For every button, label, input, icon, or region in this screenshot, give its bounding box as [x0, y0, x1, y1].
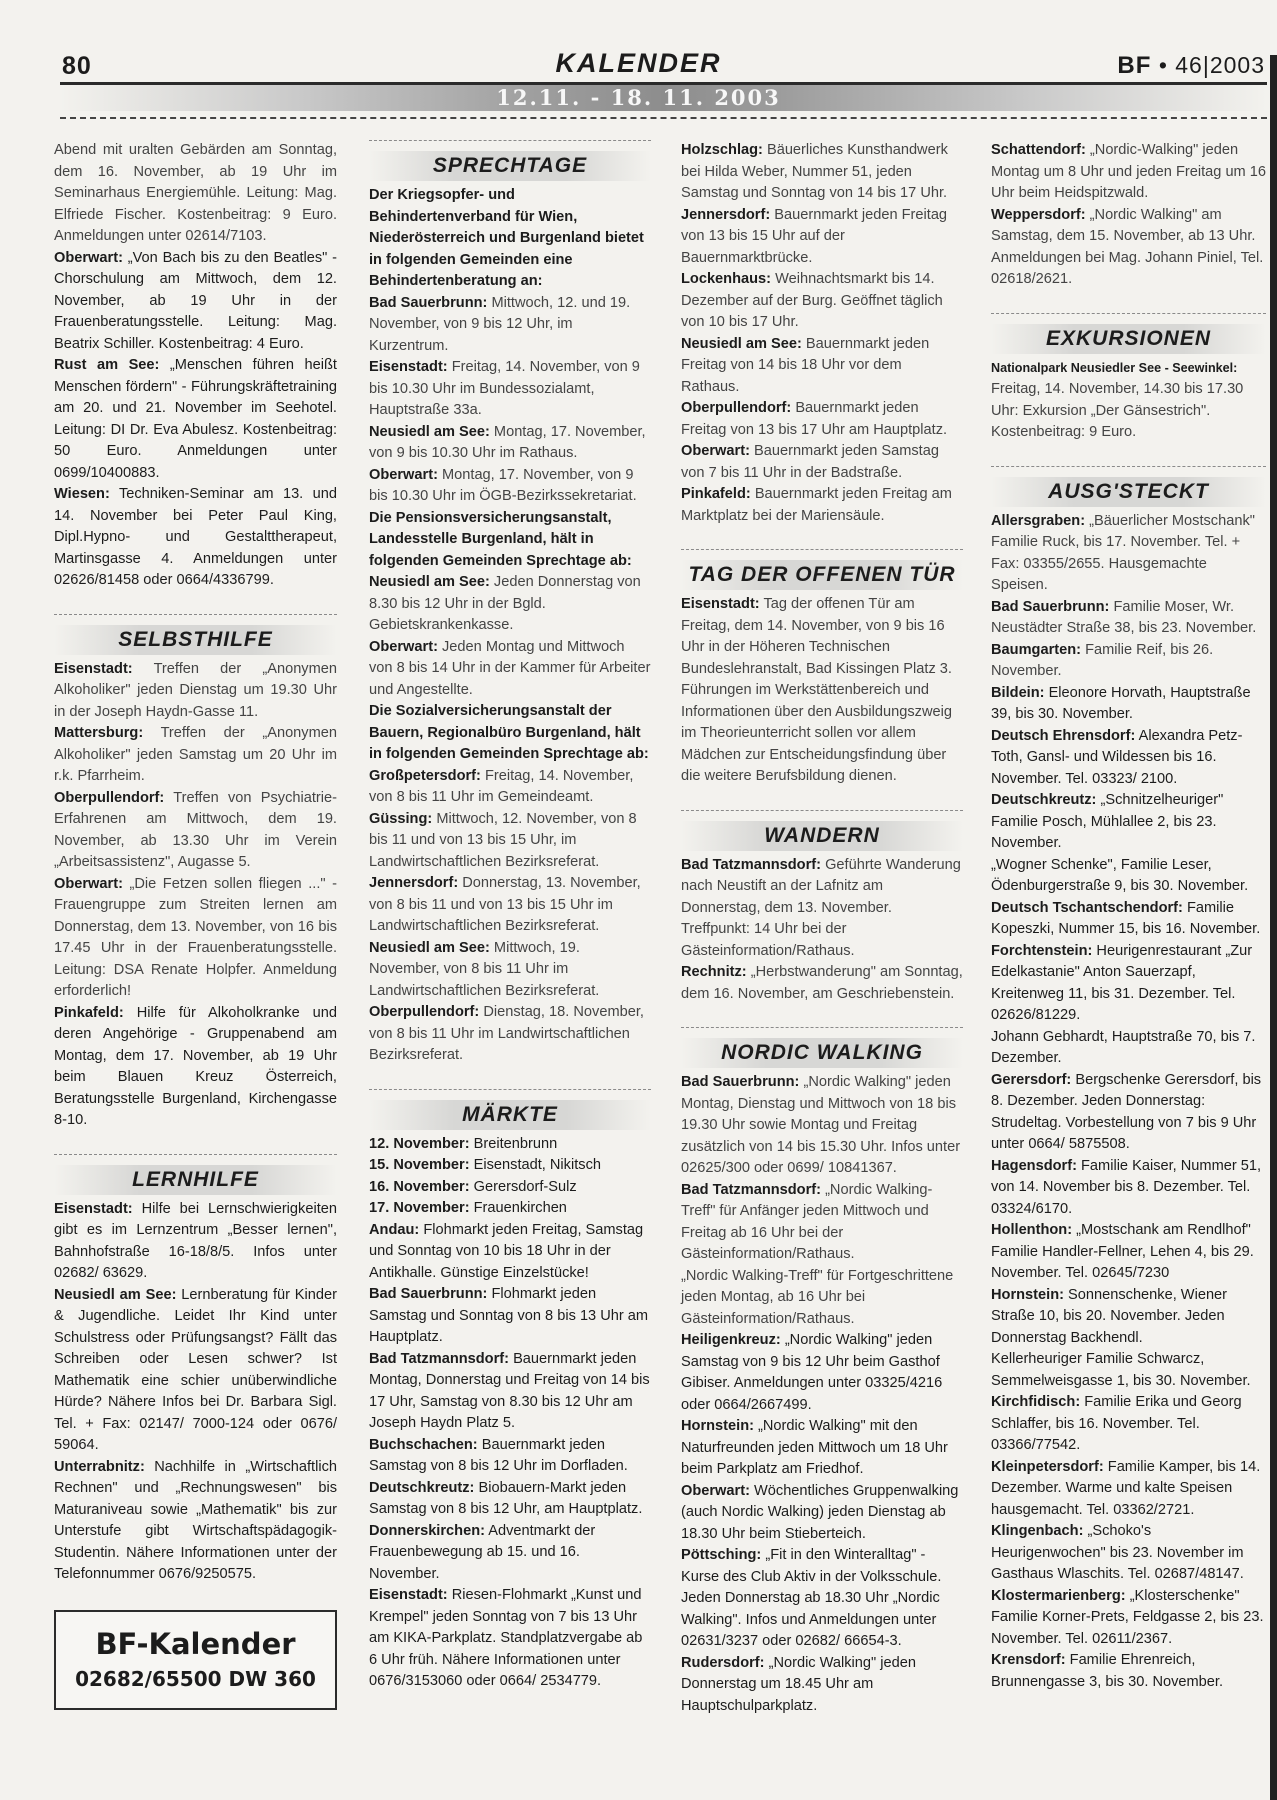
event-entry: 17. November: Frauenkirchen	[369, 1200, 567, 1216]
event-entry: Oberpullendorf: Treffen von Psychiatrie-Erfahrenen am Mittwoch, dem 19. November, ab 13.30 Uhr im Verein „Arbeitsassistenz", Augasse 5.	[54, 789, 337, 870]
event-entry: Deutschkreutz: „Schnitzelheuriger" Familie Posch, Mühlallee 2, bis 23. November.	[991, 792, 1224, 851]
entry-location: Bad Sauerbrunn:	[369, 1286, 488, 1302]
entry-location: Jennersdorf:	[681, 206, 771, 223]
event-entry: Eisenstadt: Riesen-Flohmarkt „Kunst und Krempel" jeden Sonntag von 7 bis 13 Uhr am KIKA-Parkplatz. Standplatzvergabe ab 6 Uhr früh. Nähere Informationen unter 0676/3153060 oder 0664/ 2534779.	[369, 1587, 643, 1689]
column-4	[991, 140, 1266, 1693]
event-entry: Hagensdorf: Familie Kaiser, Nummer 51, von 14. November bis 8. Dezember. Tel. 03324/6170.	[991, 1157, 1262, 1217]
entry-location: Oberpullendorf:	[681, 400, 792, 416]
entry-location: Bad Sauerbrunn:	[369, 294, 488, 311]
entry-location: Oberwart:	[369, 638, 438, 655]
event-entry: Rust am See: „Menschen führen heißt Menschen fördern" - Führungskräftetraining am 20. und 21. November im Seehotel. Leitung: DI Dr. Eva Abulesz. Kostenbeitrag: 50 Euro. Anmeldungen unter 0699/10400883.	[54, 357, 337, 481]
section-lernhilfe	[54, 1154, 337, 1195]
entry-location: Pöttsching:	[681, 1547, 762, 1563]
entry-location: Kirchfidisch:	[991, 1394, 1081, 1410]
entry-location: Andau:	[369, 1221, 420, 1238]
page-title: KALENDER	[555, 48, 722, 78]
section-title: SELBSTHILFE	[54, 625, 337, 655]
section-ausgsteckt	[991, 466, 1266, 507]
event-entry: Andau: Flohmarkt jeden Freitag, Samstag und Sonntag von 10 bis 18 Uhr in der Antikhalle. Günstige Einzelstücke!	[369, 1221, 644, 1281]
event-entry: Neusiedl am See: Montag, 17. November, von 9 bis 10.30 Uhr im Rathaus.	[369, 423, 646, 461]
entry-location: Bad Tatzmannsdorf:	[681, 856, 821, 873]
entry-location: Oberpullendorf:	[54, 789, 165, 806]
event-entry: 12. November: Breitenbrunn	[369, 1135, 558, 1152]
section-nordic-walking	[681, 1027, 963, 1068]
entry-location: Kleinpetersdorf:	[991, 1458, 1104, 1475]
entry-location: Oberwart:	[681, 443, 750, 459]
entry-location: Heiligenkreuz:	[681, 1332, 781, 1348]
event-entry: Oberwart: Montag, 17. November, von 9 bis 10.30 Uhr im ÖGB-Bezirkssekretariat.	[369, 466, 637, 504]
section-title: WANDERN	[681, 821, 963, 851]
entry-location: Bildein:	[991, 684, 1045, 701]
column-2	[369, 140, 651, 1693]
event-entry: Bad Tatzmannsdorf: Geführte Wanderung nach Neustift an der Lafnitz am Donnerstag, dem 13. November. Treffpunkt: 14 Uhr bei der Gästeinformation/Rathaus.	[681, 856, 961, 959]
entry-location: Oberwart:	[681, 1482, 750, 1499]
event-entry: Kellerheuriger Familie Schwarcz, Semmelweisgasse 1, bis 30. November.	[991, 1351, 1251, 1389]
event-entry: Deutschkreutz: Biobauern-Markt jeden Samstag von 8 bis 12 Uhr, am Hauptplatz.	[369, 1479, 643, 1517]
event-entry: Oberpullendorf: Bauernmarkt jeden Freitag von 13 bis 17 Uhr am Hauptplatz.	[681, 400, 948, 438]
event-entry: Heiligenkreuz: „Nordic Walking" jeden Samstag von 9 bis 12 Uhr beim Gasthof Gibiser. Anmeldungen unter 03325/4216 oder 0664/2667499.	[681, 1332, 943, 1413]
subheading: Die Sozialversicherungsanstalt der Bauern, Regionalbüro Burgenland, hält in folgenden Gemeinden Sprechtage ab:	[369, 703, 649, 762]
event-entry: Oberwart: Bauernmarkt jeden Samstag von 7 bis 11 Uhr in der Badstraße.	[681, 443, 939, 481]
entry-location: Pinkafeld:	[54, 1004, 124, 1021]
event-entry: Donnerskirchen: Adventmarkt der Frauenbewegung ab 15. und 16. November.	[369, 1522, 596, 1582]
entry-location: Bad Tatzmannsdorf:	[681, 1181, 821, 1198]
event-entry: Forchtenstein: Heurigenrestaurant „Zur Edelkastanie" Anton Sauerzapf, Kreitenweg 11, bis 31. Dezember. Tel. 02626/81229.	[991, 942, 1253, 1023]
entry-location: Bad Tatzmannsdorf:	[369, 1350, 509, 1367]
section-maerkte	[369, 1089, 651, 1130]
entry-date: 17. November:	[369, 1200, 470, 1216]
event-entry: Krensdorf: Familie Ehrenreich, Brunnengasse 3, bis 30. November.	[991, 1652, 1224, 1690]
entry-location: Hagensdorf:	[991, 1157, 1077, 1174]
callout-phone: 02682/65500 DW 360	[75, 1666, 316, 1691]
event-entry: Rechnitz: „Herbstwanderung" am Sonntag, dem 16. November, am Geschriebenstein.	[681, 964, 963, 1002]
entry-date: 16. November:	[369, 1178, 470, 1195]
event-entry: Baumgarten: Familie Reif, bis 26. November.	[991, 641, 1214, 679]
event-entry: Wiesen: Techniken-Seminar am 13. und 14. November bei Peter Paul King, Dipl.Hypno- und Gestalttherapeut, Martinsgasse 4. Anmeldungen unter 02626/81458 oder 0664/4336799.	[54, 486, 337, 588]
event-entry: Neusiedl am See: Mittwoch, 19. November, von 8 bis 11 Uhr im Landwirtschaftlichen Bezirksreferat.	[369, 939, 600, 999]
entry-location: Nationalpark Neusiedler See - Seewinkel:	[991, 360, 1238, 375]
entry-location: Großpetersdorf:	[369, 767, 481, 784]
event-entry: Oberwart: „Von Bach bis zu den Beatles" - Chorschulung am Mittwoch, dem 12. November, ab 19 Uhr in der Frauenberatungsstelle. Leitung: Mag. Beatrix Schiller. Kostenbeitrag: 4 Euro.	[54, 249, 337, 352]
event-entry: Oberwart: „Die Fetzen sollen fliegen ..." - Frauengruppe zum Streiten lernen am Donnerstag, dem 13. November, von 16 bis 17.45 Uhr in der Frauenberatungsstelle. Leitung: DSA Renate Holpfer. Anmeldung erforderlich!	[54, 875, 337, 999]
event-entry: Hornstein: „Nordic Walking" mit den Naturfreunden jeden Mittwoch um 18 Uhr beim Parkplatz am Friedhof.	[681, 1418, 948, 1477]
event-entry: Deutsch Tschantschendorf: Familie Kopeszki, Nummer 15, bis 16. November.	[991, 899, 1261, 937]
entry-location: Neusiedl am See:	[369, 423, 490, 440]
event-entry: Hornstein: Sonnenschenke, Wiener Straße 10, bis 20. November. Jeden Donnerstag Backhendl.	[991, 1286, 1228, 1346]
section-title: MÄRKTE	[369, 1100, 651, 1130]
event-entry: Kleinpetersdorf: Familie Kamper, bis 14. Dezember. Warme und kalte Speisen hausgemacht. Tel. 03362/2721.	[991, 1458, 1261, 1518]
event-entry: Neusiedl am See: Jeden Donnerstag von 8.30 bis 12 Uhr in der Bgld. Gebietskrankenkasse.	[369, 574, 641, 633]
entry-location: Eisenstadt:	[369, 359, 448, 375]
event-entry: Pöttsching: „Fit in den Winteralltag" - Kurse des Club Aktiv in der Volksschule. Jeden Donnerstag ab 18.30 Uhr „Nordic Walking". Infos und Anmeldungen unter 02631/3237 oder 02682/ 66654-3.	[681, 1547, 942, 1649]
event-entry: Eisenstadt: Treffen der „Anonymen Alkoholiker" jeden Dienstag um 19.30 Uhr in der Joseph Haydn-Gasse 11.	[54, 660, 337, 720]
entry-location: Mattersburg:	[54, 725, 144, 741]
event-entry: Bildein: Eleonore Horvath, Hauptstraße 39, bis 30. November.	[991, 684, 1251, 722]
section-title: AUSG'STECKT	[991, 477, 1266, 507]
section-title: SPRECHTAGE	[369, 151, 651, 181]
entry-location: Hornstein:	[681, 1418, 754, 1434]
event-entry: Pinkafeld: Hilfe für Alkoholkranke und deren Angehörige - Gruppenabend am Montag, dem 17. November, ab 19 Uhr beim Blauen Kreuz Österreich, Beratungsstelle Burgenland, Kirchengasse 8-10.	[54, 1004, 337, 1128]
event-entry: Hollenthon: „Mostschank am Rendlhof" Familie Handler-Fellner, Lehen 4, bis 29. November. Tel. 02645/7230	[991, 1222, 1254, 1281]
entry-location: Klingenbach:	[991, 1523, 1084, 1539]
event-entry: Bad Sauerbrunn: Flohmarkt jeden Samstag und Sonntag von 8 bis 13 Uhr am Hauptplatz.	[369, 1286, 649, 1345]
event-entry: Jennersdorf: Bauernmarkt jeden Freitag von 13 bis 15 Uhr auf der Bauernmarktbrücke.	[681, 206, 948, 266]
entry-location: Bad Sauerbrunn:	[681, 1074, 800, 1090]
entry-location: Oberpullendorf:	[369, 1004, 480, 1020]
entry-location: Rechnitz:	[681, 964, 747, 980]
callout-title: BF-Kalender	[95, 1626, 296, 1661]
event-entry: 16. November: Gerersdorf-Sulz	[369, 1178, 577, 1195]
section-intro: Der Kriegsopfer- und Behindertenverband für Wien, Niederösterreich und Burgenland bietet in folgenden Gemeinden eine Behindertenberatung an:	[369, 187, 644, 289]
event-entry: Abend mit uralten Gebärden am Sonntag, dem 16. November, ab 19 Uhr im Seminarhaus Energiemühle. Leitung: Mag. Elfriede Fischer. Kostenbeitrag: 9 Euro. Anmeldungen unter 02614/7103.	[54, 142, 337, 244]
entry-location: Rust am See:	[54, 357, 160, 373]
entry-date: 15. November:	[369, 1157, 470, 1173]
entry-location: Krensdorf:	[991, 1652, 1066, 1668]
event-entry: Oberwart: Jeden Montag und Mittwoch von 8 bis 14 Uhr in der Kammer für Arbeiter und Angestellte.	[369, 638, 651, 698]
section-title: LERNHILFE	[54, 1165, 337, 1195]
event-entry: Eisenstadt: Hilfe bei Lernschwierigkeiten gibt es im Lernzentrum „Besser lernen", Bahnhofstraße 16-18/8/5. Infos unter 02682/ 63629.	[54, 1200, 337, 1281]
event-entry: Nationalpark Neusiedler See - Seewinkel: Freitag, 14. November, 14.30 bis 17.30 Uhr: Exkursion „Der Gänsestrich". Kostenbeitrag: 9 Euro.	[991, 360, 1244, 440]
entry-location: Hollenthon:	[991, 1222, 1073, 1238]
section-exkursionen	[991, 313, 1266, 354]
event-entry: „Nordic Walking-Treff" für Fortgeschrittene jeden Montag, ab 16 Uhr bei Gästeinformation/Rathaus.	[681, 1267, 954, 1327]
event-entry: Buchschachen: Bauernmarkt jeden Samstag von 8 bis 12 Uhr im Dorfladen.	[369, 1436, 628, 1474]
entry-location: Donnerskirchen:	[369, 1522, 485, 1539]
event-entry: Mattersburg: Treffen der „Anonymen Alkoholiker" jeden Samstag um 20 Uhr im r.k. Pfarrheim.	[54, 725, 337, 784]
entry-location: Deutschkreutz:	[369, 1479, 475, 1496]
event-entry: Lockenhaus: Weihnachtsmarkt bis 14. Dezember auf der Burg. Geöffnet täglich von 10 bis 17 Uhr.	[681, 271, 943, 330]
entry-location: Eisenstadt:	[369, 1587, 448, 1603]
entry-location: Neusiedl am See:	[54, 1286, 177, 1303]
event-entry: Eisenstadt: Tag der offenen Tür am Freitag, dem 14. November, von 9 bis 16 Uhr in der Höheren Technischen Bundeslehranstalt, Bad Kissingen Platz 3. Führungen im Werkstättenbereich und Informationen über den Ausbildungszweig im Theorieunterricht sollen vor allem Mädchen zur Entscheidungsfindung über die weitere Berufsbildung dienen.	[681, 596, 952, 784]
date-range: 12.11. - 18. 11. 2003	[496, 85, 781, 110]
event-entry: Pinkafeld: Bauernmarkt jeden Freitag am Marktplatz bei der Mariensäule.	[681, 486, 952, 524]
entry-location: Eisenstadt:	[681, 596, 760, 612]
column-1	[54, 140, 337, 1710]
event-entry: Klostermarienberg: „Klosterschenke" Familie Korner-Prets, Feldgasse 2, bis 23. November. Tel. 02611/2367.	[991, 1587, 1264, 1647]
column-3	[681, 140, 963, 1717]
entry-location: Neusiedl am See:	[369, 574, 490, 590]
event-entry: Neusiedl am See: Bauernmarkt jeden Freitag von 14 bis 18 Uhr vor dem Rathaus.	[681, 335, 930, 395]
event-entry: Allersgraben: „Bäuerlicher Mostschank" Familie Ruck, bis 17. November. Tel. + Fax: 03355/2655. Hausgemachte Speisen.	[991, 512, 1255, 593]
event-entry: Johann Gebhardt, Hauptstraße 70, bis 7. Dezember.	[991, 1028, 1256, 1066]
bf-kalender-box	[54, 1610, 337, 1710]
entry-location: Deutsch Ehrensdorf:	[991, 727, 1136, 744]
entry-location: Bad Sauerbrunn:	[991, 598, 1110, 615]
entry-location: Neusiedl am See:	[369, 939, 490, 956]
entry-location: Allersgraben:	[991, 512, 1086, 529]
event-entry: Bad Tatzmannsdorf: „Nordic Walking-Treff" für Anfänger jeden Mittwoch und Freitag ab 16 Uhr bei der Gästeinformation/Rathaus.	[681, 1181, 933, 1262]
event-entry: „Wogner Schenke", Familie Leser, Ödenburgerstraße 9, bis 30. November.	[991, 856, 1249, 894]
entry-location: Klostermarienberg:	[991, 1587, 1126, 1604]
event-entry: Kirchfidisch: Familie Erika und Georg Schlaffer, bis 16. November. Tel. 03366/77542.	[991, 1394, 1242, 1453]
event-entry: Oberwart: Wöchentliches Gruppenwalking (auch Nordic Walking) jeden Dienstag ab 18.30 Uhr beim Stieberteich.	[681, 1482, 959, 1542]
event-entry: Güssing: Mittwoch, 12. November, von 8 bis 11 und von 13 bis 15 Uhr, im Landwirtschaftlichen Bezirksreferat.	[369, 810, 637, 870]
event-entry: Bad Sauerbrunn: „Nordic Walking" jeden Montag, Dienstag und Mittwoch von 18 bis 19.30 Uhr sowie Montag und Freitag zusätzlich von 14 bis 15.30 Uhr. Infos unter 02625/300 oder 0699/ 10841367.	[681, 1074, 961, 1176]
entry-location: Wiesen:	[54, 486, 110, 502]
event-entry: Holzschlag: Bäuerliches Kunsthandwerk bei Hilda Weber, Nummer 51, jeden Samstag und Sonntag von 14 bis 17 Uhr.	[681, 142, 948, 201]
event-entry: Bad Sauerbrunn: Mittwoch, 12. und 19. November, von 9 bis 12 Uhr, im Kurzentrum.	[369, 294, 631, 354]
entry-location: Oberwart:	[54, 249, 123, 266]
event-entry: Bad Sauerbrunn: Familie Moser, Wr. Neustädter Straße 38, bis 23. November.	[991, 598, 1257, 636]
issue-number: 46|2003	[1175, 52, 1265, 78]
event-entry: 15. November: Eisenstadt, Nikitsch	[369, 1157, 601, 1173]
event-entry: Deutsch Ehrensdorf: Alexandra Petz-Toth, Gansl- und Wildessen bis 16. November. Tel. 03323/ 2100.	[991, 727, 1243, 787]
entry-location: Pinkafeld:	[681, 486, 751, 502]
header-divider	[60, 117, 1267, 119]
event-entry: Jennersdorf: Donnerstag, 13. November, von 8 bis 11 und von 13 bis 15 Uhr im Landwirtschaftlichen Bezirksreferat.	[369, 875, 641, 934]
event-entry: Schattendorf: „Nordic-Walking" jeden Montag um 8 Uhr und jeden Freitag um 16 Uhr beim Heidspitzwald.	[991, 142, 1267, 201]
section-sprechtage	[369, 140, 651, 181]
page-header	[0, 0, 1277, 120]
event-entry: Unterrabnitz: Nachhilfe in „Wirtschaftlich Rechnen" und „Rechnungswesen" bis Maturaniveau sowie „Mathematik" bis zur Unterstufe gibt Wirtschaftspädagogik-Studentin. Nähere Informationen unter der Telefonnummer 0676/9250575.	[54, 1458, 337, 1582]
publication-name: BF	[1117, 52, 1152, 79]
section-title: EXKURSIONEN	[991, 324, 1266, 354]
section-selbsthilfe	[54, 614, 337, 655]
issue-info	[1117, 52, 1265, 80]
section-wandern	[681, 810, 963, 851]
entry-location: Güssing:	[369, 810, 433, 827]
subheading: Die Pensionsversicherungsanstalt, Landesstelle Burgenland, hält in folgenden Gemeinden Sprechtage ab:	[369, 509, 632, 569]
entry-location: Rudersdorf:	[681, 1654, 765, 1671]
entry-location: Oberwart:	[54, 875, 123, 892]
page-edge	[1270, 55, 1277, 1800]
entry-location: Oberwart:	[369, 466, 438, 483]
event-entry: Weppersdorf: „Nordic Walking" am Samstag, dem 15. November, ab 13 Uhr. Anmeldungen bei Mag. Johann Piniel, Tel. 02618/2621.	[991, 206, 1264, 287]
event-entry: Bad Tatzmannsdorf: Bauernmarkt jeden Montag, Donnerstag und Freitag von 14 bis 17 Uhr, Samstag von 8.30 bis 12 Uhr am Joseph Haydn Platz 5.	[369, 1350, 650, 1431]
event-entry: Eisenstadt: Freitag, 14. November, von 9 bis 10.30 Uhr im Bundessozialamt, Hauptstraße 33a.	[369, 359, 640, 418]
entry-location: Eisenstadt:	[54, 1200, 133, 1217]
page-number: 80	[62, 52, 92, 80]
entry-location: Weppersdorf:	[991, 206, 1086, 223]
entry-location: Holzschlag:	[681, 142, 763, 158]
separator: •	[1158, 52, 1168, 78]
section-tag-der-offenen-tuer	[681, 549, 963, 590]
event-entry: Oberpullendorf: Dienstag, 18. November, von 8 bis 11 Uhr im Landwirtschaftlichen Bezirksreferat.	[369, 1004, 644, 1063]
entry-location: Gerersdorf:	[991, 1071, 1072, 1088]
section-title: TAG DER OFFENEN TÜR	[681, 560, 963, 590]
entry-date: 12. November:	[369, 1135, 470, 1152]
entry-location: Neusiedl am See:	[681, 335, 802, 352]
entry-location: Deutschkreutz:	[991, 792, 1097, 808]
entry-location: Lockenhaus:	[681, 271, 772, 287]
entry-location: Unterrabnitz:	[54, 1458, 145, 1475]
event-entry: Klingenbach: „Schoko's Heurigenwochen" bis 23. November im Gasthaus Wlaschits. Tel. 02687/48147.	[991, 1523, 1244, 1582]
entry-location: Schattendorf:	[991, 142, 1086, 158]
entry-location: Buchschachen:	[369, 1436, 478, 1453]
event-entry: Neusiedl am See: Lernberatung für Kinder & Jugendliche. Leidet Ihr Kind unter Schulstress oder Prüfungsangst? Fällt das Schreiben oder Lesen schwer? Ist Mathematik eine schier unüberwindliche Hürde? Nähere Infos bei Dr. Barbara Sigl. Tel. + Fax: 02147/ 7000-124 oder 0676/ 59064.	[54, 1286, 337, 1453]
entry-location: Jennersdorf:	[369, 875, 459, 891]
entry-location: Hornstein:	[991, 1286, 1064, 1303]
section-title: NORDIC WALKING	[681, 1038, 963, 1068]
entry-location: Eisenstadt:	[54, 660, 133, 677]
event-entry: Großpetersdorf: Freitag, 14. November, von 8 bis 11 Uhr im Gemeindeamt.	[369, 767, 634, 805]
entry-location: Forchtenstein:	[991, 942, 1093, 959]
event-entry: Gerersdorf: Bergschenke Gerersdorf, bis 8. Dezember. Jeden Donnerstag: Strudeltag. Vorbestellung von 7 bis 9 Uhr unter 0664/ 5875508.	[991, 1071, 1262, 1152]
entry-location: Baumgarten:	[991, 641, 1082, 658]
entry-location: Deutsch Tschantschendorf:	[991, 899, 1183, 916]
event-entry: Rudersdorf: „Nordic Walking" jeden Donnerstag um 18.45 Uhr am Hauptschulparkplatz.	[681, 1654, 916, 1714]
